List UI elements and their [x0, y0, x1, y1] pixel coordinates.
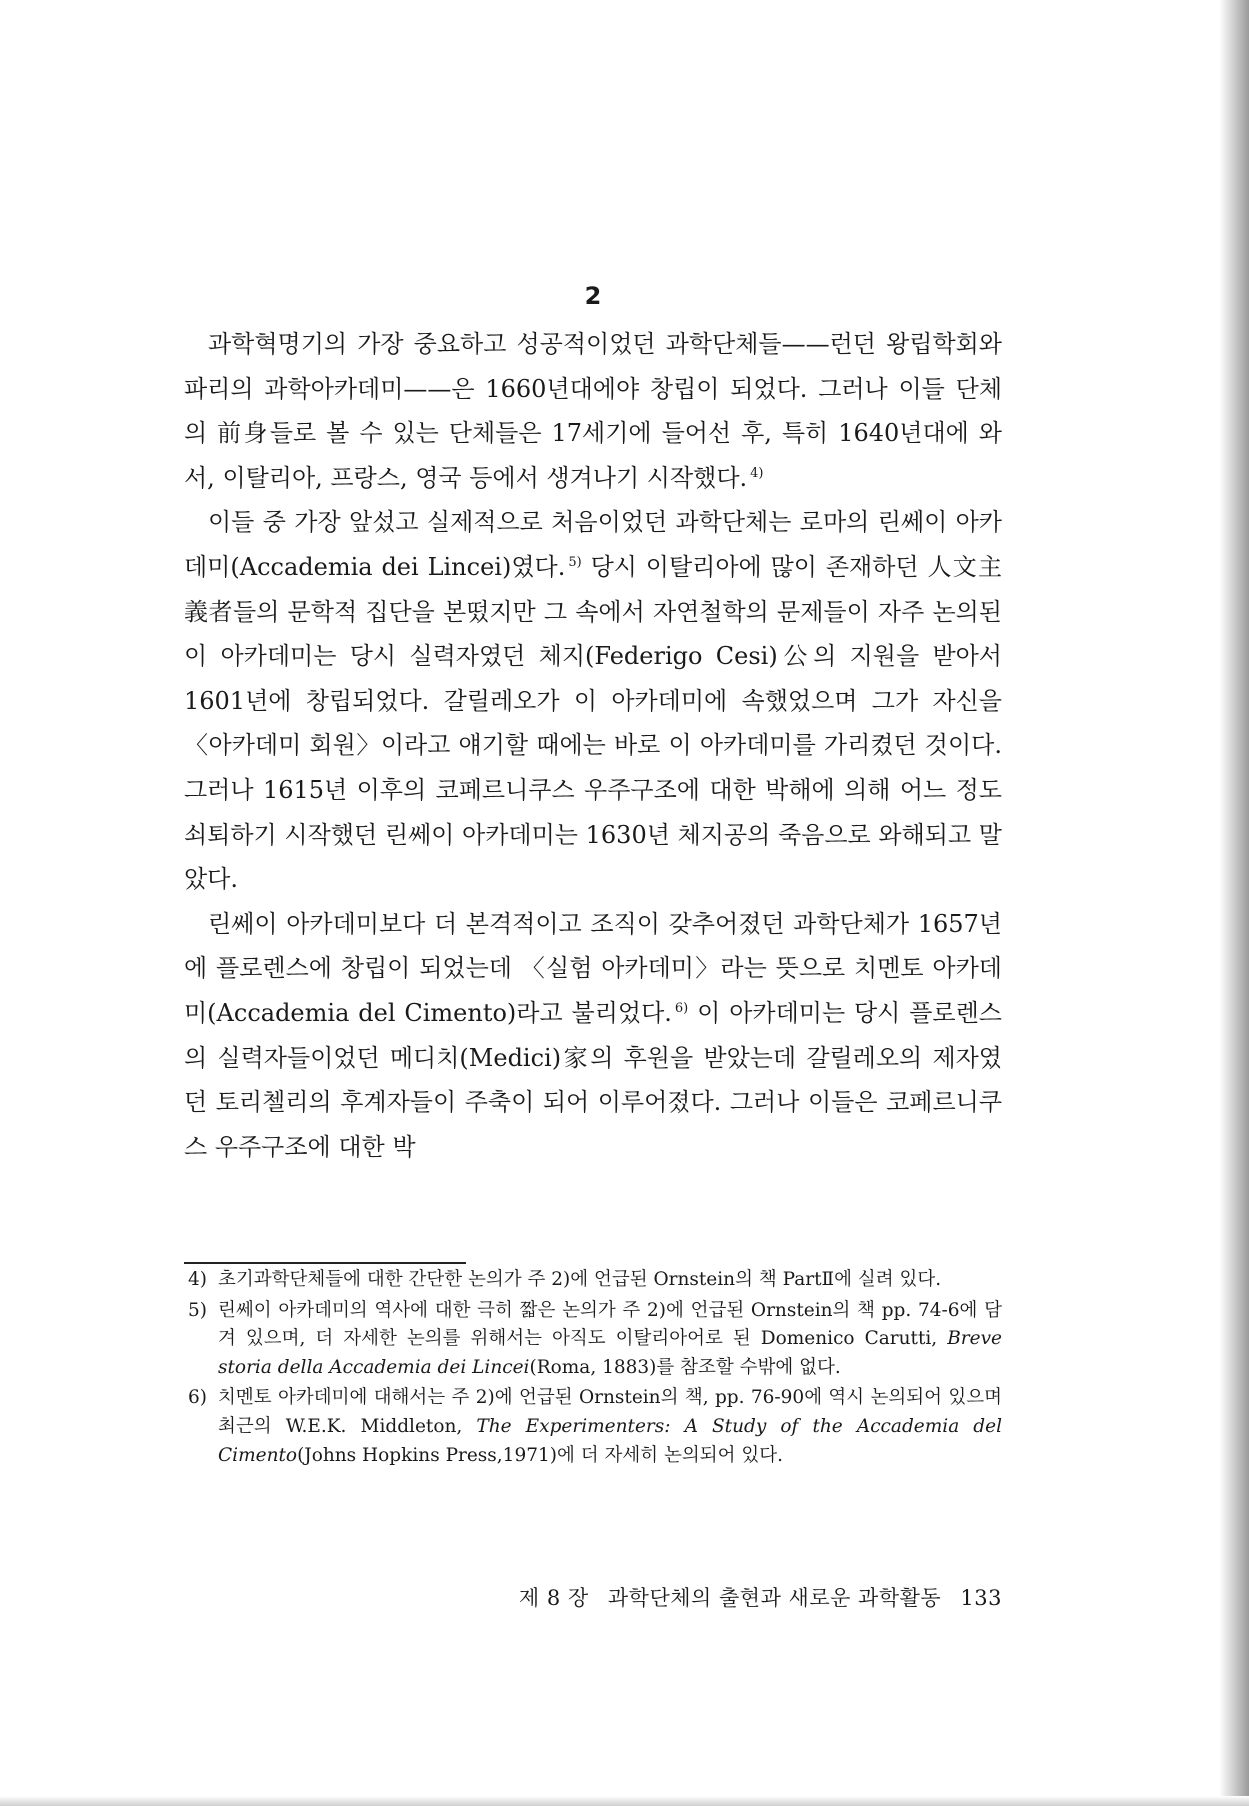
- footnote-text: 초기과학단체들에 대한 간단한 논의가 주 2)에 언급된 Ornstein의 책 PartⅡ에 실려 있다.: [218, 1269, 942, 1290]
- footnote: [184, 1384, 1002, 1470]
- footnote-mark[interactable]: 4): [750, 465, 764, 481]
- footnotes: [184, 1266, 1002, 1472]
- footnote: [184, 1297, 1002, 1383]
- footnote: [184, 1266, 1002, 1295]
- chapter-title: 과학단체의 출현과 새로운 과학활동: [607, 1586, 942, 1610]
- footnote-number: 4): [188, 1269, 207, 1290]
- paragraph: [184, 902, 1002, 1170]
- footnote-text-part: 치멘토 아카데미에 대해서는 주 2)에 언급된 Ornstein의 책, pp. 76-90에 역시 논의되어 있으며 최근의 W.E.K. Middleton,: [218, 1387, 1002, 1437]
- paragraph-text: 이들 중 가장 앞섰고 실제적으로 처음이었던 과학단체는 로마의 린쎄이 아카데미(Accademia dei Lincei)였다.: [184, 508, 1002, 581]
- footnote-mark[interactable]: 5): [568, 554, 582, 570]
- paragraph: [184, 500, 1002, 901]
- paragraph-text: 린쎄이 아카데미보다 더 본격적이고 조직이 갖추어졌던 과학단체가 1657년에 플로렌스에 창립이 되었는데 〈실험 아카데미〉라는 뜻으로 치멘토 아카데미(Accademia del Cimento)라고 불리었다.: [184, 909, 1002, 1027]
- paragraph: [184, 322, 1002, 500]
- footnote-number: 5): [188, 1299, 207, 1321]
- paragraph-text: 이 아카데미는 당시 플로렌스의 실력자들이었던 메디치(Medici)家의 후원을 받았는데 갈릴레오의 제자였던 토리첼리의 후계자들이 주축이 되어 이루어졌다. 그러나 이들은 코페르니쿠스 우주구조에 대한 박: [184, 998, 1002, 1161]
- page-number: 133: [960, 1586, 1002, 1610]
- page-shadow: [1219, 0, 1249, 1806]
- book-title: The Experimenters: A Study of the Accademia del Cimento: [218, 1415, 1003, 1466]
- paragraph-text: 과학혁명기의 가장 중요하고 성공적이었던 과학단체들——런던 왕립학회와 파리의 과학아카데미——은 1660년대에야 창립이 되었다. 그러나 이들 단체의 前身들로 볼 수 있는 단체들은 17세기에 들어선 후, 특히 1640년대에 와서, 이탈리아, 프랑스, 영국 등에서 생겨나기 시작했다.: [184, 330, 1002, 492]
- footnote-text: [218, 1384, 1002, 1470]
- footnote-text: [218, 1297, 1002, 1383]
- footnote-divider: [184, 1262, 466, 1264]
- footnote-text-part: 린쎄이 아카데미의 역사에 대한 극히 짧은 논의가 주 2)에 언급된 Ornstein의 책 pp. 74-6에 담겨 있으며, 더 자세한 논의를 위해서는 아직도 이탈리아어로 된 Domenico Carutti,: [218, 1299, 1002, 1350]
- footnote-mark[interactable]: 6): [674, 1000, 689, 1016]
- page-footer: [184, 1582, 1002, 1612]
- chapter-label: 제 8 장: [518, 1586, 589, 1610]
- paragraph-text: 당시 이탈리아에 많이 존재하던 人文主義者들의 문학적 집단을 본떴지만 그 속에서 자연철학의 문제들이 자주 논의된 이 아카데미는 당시 실력자였던 체지(Federigo Cesi)公의 지원을 받아서 1601년에 창립되었다. 갈릴레오가 이 아카데미에 속했었으며 그가 자신을 〈아카데미 회원〉이라고 얘기할 때에는 바로 이 아카데미를 가리켰던 것이다. 그러나 1615년 이후의 코페르니쿠스 우주구조에 대한 박해에 의해 어느 정도 쇠퇴하기 시작했던 린쎄이 아카데미는 1630년 체지공의 죽음으로 와해되고 말았다.: [184, 552, 1002, 894]
- book-title: Breve storia della Accademia dei Lincei: [218, 1328, 1002, 1378]
- body-text: [184, 322, 1002, 1169]
- footnote-text-part: (Roma, 1883)를 참조할 수밖에 없다.: [529, 1356, 841, 1378]
- footnote-text-part: (Johns Hopkins Press,1971)에 더 자세히 논의되어 있다.: [297, 1444, 783, 1466]
- page-bottom-shadow: [0, 1796, 1249, 1806]
- section-number: 2: [584, 282, 602, 310]
- footnote-number: 6): [188, 1387, 207, 1409]
